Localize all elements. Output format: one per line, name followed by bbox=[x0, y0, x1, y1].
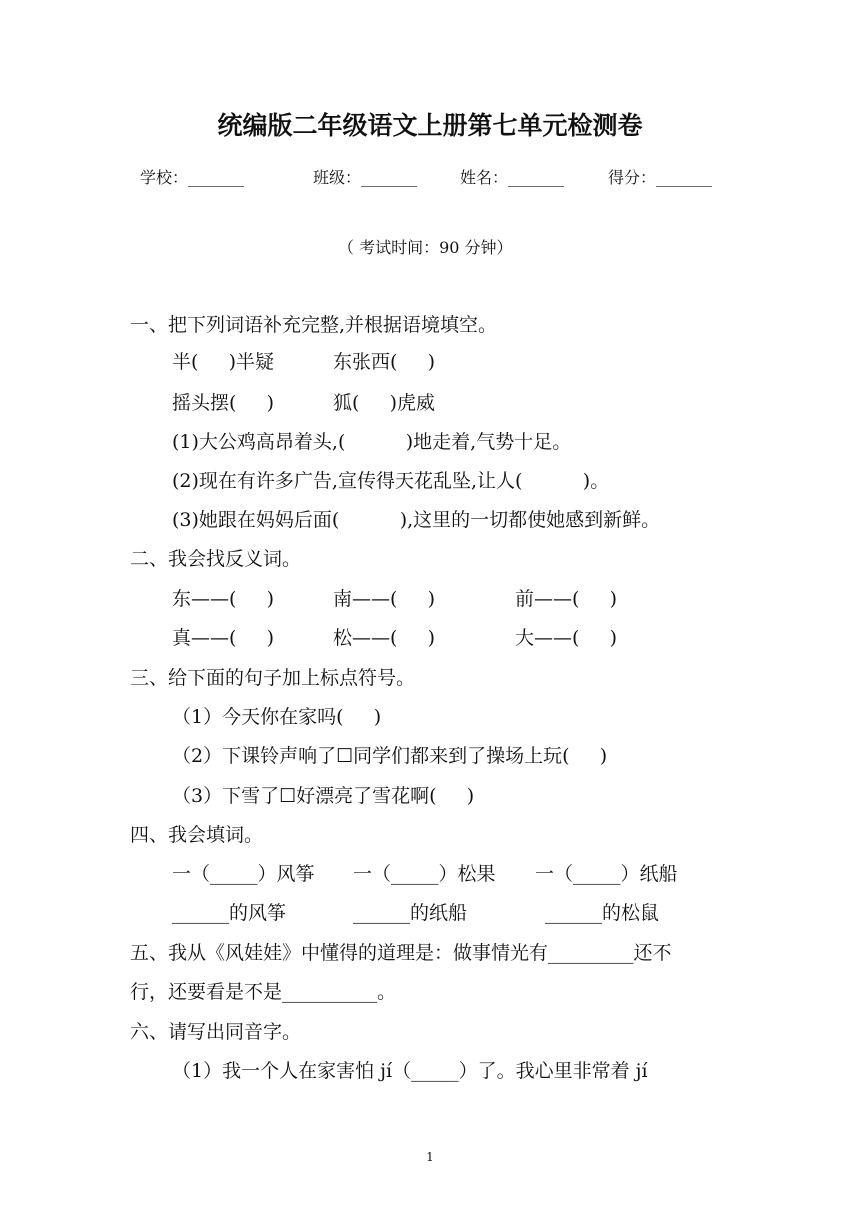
q2-antonym-1: 东——( ) bbox=[172, 588, 275, 610]
q3-heading: 三、给下面的句子加上标点符号。 bbox=[130, 667, 416, 689]
school-field: 学校：_______ bbox=[140, 168, 245, 187]
q4-adjective-1: ______的风筝 bbox=[172, 902, 287, 924]
page-number: 1 bbox=[426, 1150, 434, 1164]
q5-line-1: 五、我从《风娃娃》中懂得的道理是：做事情光有_________还不 bbox=[130, 942, 672, 964]
q4-measure-3: 一（_____）纸船 bbox=[535, 863, 678, 885]
q1-sentence-2: (2)现在有许多广告,宣传得天花乱坠,让人( )。 bbox=[172, 470, 610, 492]
q1-word-1: 半( )半疑 bbox=[172, 351, 275, 373]
name-field: 姓名：_______ bbox=[460, 168, 565, 187]
score-field: 得分：_______ bbox=[608, 168, 713, 187]
q6-sentence-1: （1）我一个人在家害怕 jí（_____）了。我心里非常着 jí bbox=[172, 1060, 648, 1082]
class-field: 班级：_______ bbox=[313, 168, 418, 187]
q1-word-3: 摇头摆( ) bbox=[172, 392, 275, 414]
q4-measure-1: 一（_____）风筝 bbox=[172, 863, 315, 885]
q1-heading: 一、把下列词语补充完整,并根据语境填空。 bbox=[130, 314, 498, 336]
q2-antonym-2: 南——( ) bbox=[333, 588, 436, 610]
q3-sentence-1: （1）今天你在家吗( ) bbox=[172, 706, 382, 728]
q4-adjective-2: ______的纸船 bbox=[353, 902, 468, 924]
q1-word-2: 东张西( ) bbox=[333, 351, 436, 373]
page-title: 统编版二年级语文上册第七单元检测卷 bbox=[217, 111, 643, 140]
q2-antonym-6: 大——( ) bbox=[515, 627, 618, 649]
q2-heading: 二、我会找反义词。 bbox=[130, 548, 302, 570]
q2-antonym-4: 真——( ) bbox=[172, 627, 275, 649]
q4-heading: 四、我会填词。 bbox=[130, 824, 264, 846]
q3-sentence-2: （2）下课铃声响了☐同学们都来到了操场上玩( ) bbox=[172, 745, 608, 767]
q2-antonym-5: 松——( ) bbox=[333, 627, 436, 649]
q5-line-2: 行，还要看是不是__________。 bbox=[130, 981, 397, 1003]
q1-word-4: 狐( )虎威 bbox=[333, 392, 436, 414]
q1-sentence-1: (1)大公鸡高昂着头,( )地走着,气势十足。 bbox=[172, 431, 572, 453]
q6-heading: 六、请写出同音字。 bbox=[130, 1021, 302, 1043]
q3-sentence-3: （3）下雪了☐好漂亮了雪花啊( ) bbox=[172, 785, 475, 807]
q2-antonym-3: 前——( ) bbox=[515, 588, 618, 610]
q4-adjective-3: ______的松鼠 bbox=[545, 902, 660, 924]
q4-measure-2: 一（_____）松果 bbox=[353, 863, 496, 885]
exam-time-note: （ 考试时间：90 分钟） bbox=[338, 238, 513, 257]
q1-sentence-3: (3)她跟在妈妈后面( ),这里的一切都使她感到新鲜。 bbox=[172, 509, 661, 531]
